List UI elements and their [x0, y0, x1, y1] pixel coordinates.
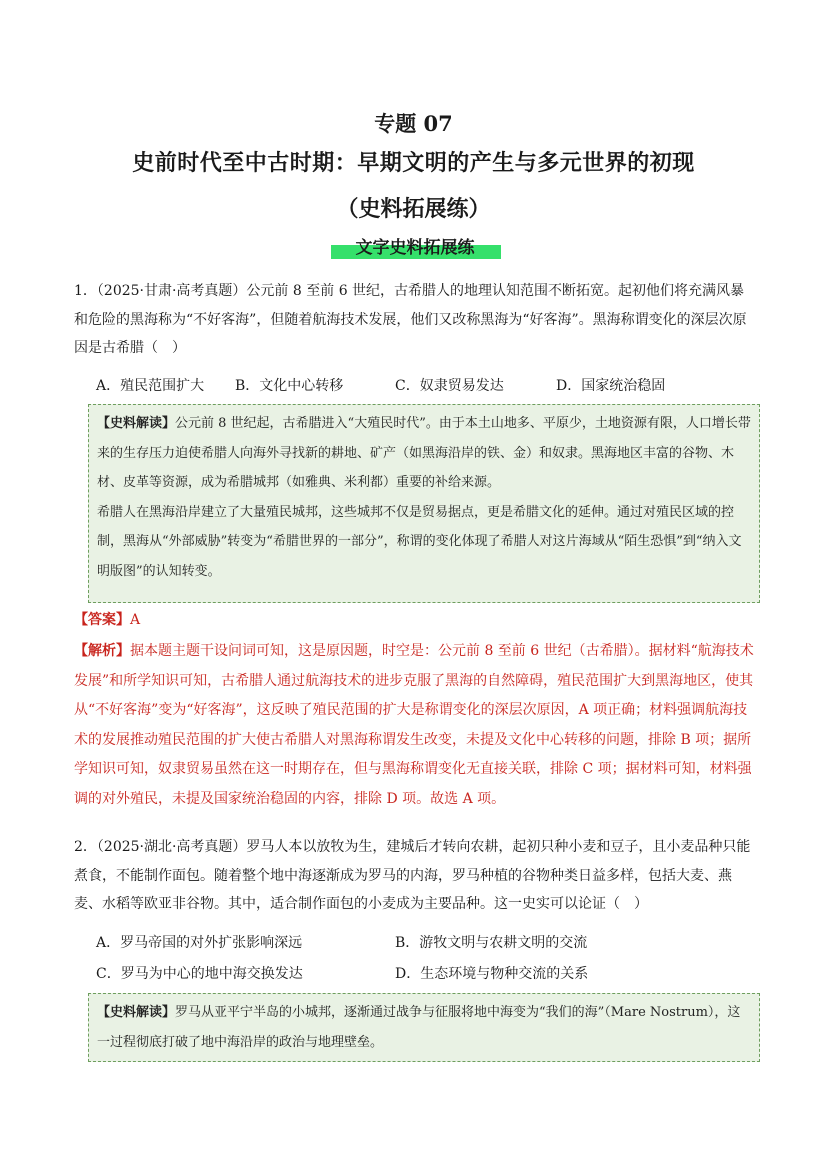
q1-note-tag: 【史料解读】	[97, 416, 176, 431]
question-1-stem: 1．（2025·甘肃·高考真题）公元前 8 至前 6 世纪，古希腊人的地理认知范围不断拓宽。起初他们将充满风暴和危险的黑海称为“不好客海”，但随着航海技术发展，他们又改称黑海为“好客海”。黑海称谓变化的深层次原因是古希腊（ ）	[74, 283, 747, 356]
q2-note-para-1	[97, 998, 751, 1057]
question-2-options-row-2	[96, 963, 756, 991]
q1-note-para-2: 希腊人在黑海沿岸建立了大量殖民城邦，这些城邦不仅是贸易据点，更是希腊文化的延伸。通过对殖民区域的控制，黑海从“外部威胁”转变为“希腊世界的一部分”，称谓的变化体现了希腊人对这片海域从“陌生恐惧”到“纳入文明版图”的认知转变。	[97, 504, 742, 579]
page-title: 史前时代至中古时期：早期文明的产生与多元世界的初现	[132, 150, 695, 176]
q1-note-text-1: 公元前 8 世纪起，古希腊进入“大殖民时代”。由于本土山地多、平原少，土地资源有限，人口增长带来的生存压力迫使希腊人向海外寻找新的耕地、矿产（如黑海沿岸的铁、金）和奴隶。黑海地区丰富的谷物、木材、皮革等资源，成为希腊城邦（如雅典、米利都）重要的补给来源。	[97, 416, 751, 490]
q2-note-tag: 【史料解读】	[97, 1005, 176, 1020]
q1-option-d: D．国家统治稳固	[556, 378, 666, 394]
q1-option-a: A．殖民范围扩大	[96, 378, 205, 394]
topic-heading: 专题 07	[374, 111, 453, 136]
q2-option-a: A．罗马帝国的对外扩张影响深远	[96, 935, 303, 951]
q1-answer-value: A	[130, 612, 141, 628]
q1-answer	[74, 609, 140, 629]
q1-source-note	[88, 404, 760, 603]
q1-analysis-tag: 【解析】	[74, 643, 130, 659]
q2-option-b: B．游牧文明与农耕文明的交流	[395, 935, 588, 951]
q1-option-b: B．文化中心转移	[235, 378, 344, 394]
q2-note-text-1: 罗马从亚平宁半岛的小城邦，逐渐通过战争与征服将地中海变为“我们的海”（Mare Nostrum），这一过程彻底打破了地中海沿岸的政治与地理壁垒。	[97, 1005, 741, 1050]
q2-source-note	[88, 993, 760, 1062]
q2-option-c: C．罗马为中心的地中海交换发达	[96, 966, 303, 982]
question-2-options-row-1	[96, 932, 756, 960]
section-banner	[327, 231, 503, 265]
question-2-stem: 2．（2025·湖北·高考真题）罗马人本以放牧为生，建城后才转向农耕，起初只种小麦和豆子，且小麦品种只能煮食，不能制作面包。随着整个地中海逐渐成为罗马的内海，罗马种植的谷物种类日益多样，包括大麦、燕麦、水稻等欧亚非谷物。其中，适合制作面包的小麦成为主要品种。这一史实可以论证（ ）	[74, 839, 751, 912]
q2-option-d: D．生态环境与物种交流的关系	[395, 966, 589, 982]
page-subtitle: （史料拓展练）	[336, 196, 491, 222]
q1-analysis-text: 据本题主题干设问词可知，这是原因题，时空是：公元前 8 至前 6 世纪（古希腊）。据材料“航海技术发展”和所学知识可知，古希腊人通过航海技术的进步克服了黑海的自然障碍，殖民范围扩大到黑海地区，使其从“不好客海”变为“好客海”，这反映了殖民范围的扩大是称谓变化的深层次原因，A 项正确；材料强调航海技术的发展推动殖民范围的扩大使古希腊人对黑海称谓发生改变，未提及文化中心转移的问题，排除 B 项；据所学知识可知，奴隶贸易虽然在这一时期存在，但与黑海称谓变化无直接关联，排除 C 项；据材料可知，材料强调的对外殖民，未提及国家统治稳固的内容，排除 D 项。故选 A 项。	[74, 643, 754, 807]
q1-answer-tag: 【答案】	[74, 612, 130, 628]
banner-label: 文字史料拓展练	[355, 238, 475, 258]
q1-note-para-1	[97, 409, 751, 498]
question-1-options	[96, 375, 756, 403]
q1-analysis	[74, 637, 758, 814]
q1-option-c: C．奴隶贸易发达	[395, 378, 504, 394]
